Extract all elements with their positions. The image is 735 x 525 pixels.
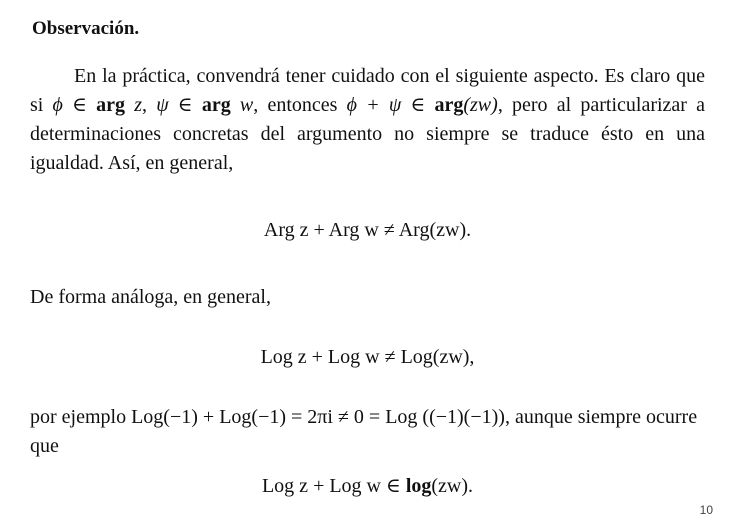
- text-run: ,: [141, 94, 157, 116]
- text-run: , aunque siempre ocurre que: [30, 406, 698, 457]
- math-log-operator: log: [405, 475, 432, 497]
- page-number: 10: [699, 503, 713, 517]
- math-in: ∈: [401, 94, 435, 116]
- math-example-expression: Log(−1) + Log(−1) = 2πi ≠ 0 = Log ((−1)(−1)): [131, 406, 505, 428]
- math-z: z: [125, 94, 142, 116]
- math-w: w: [230, 94, 254, 116]
- section-heading: Observación.: [32, 18, 140, 39]
- math-zw: (zw): [463, 94, 498, 116]
- text-run: , pero al particularizar a determinaciones concretas del argumento no siempre se traduce ésto en una igualdad. Así, en general,: [30, 94, 706, 174]
- equation-log-inequality: Log z + Log w ≠ Log(zw),: [260, 346, 475, 368]
- equation-log-membership: [0, 472, 735, 501]
- math-rhs: (zw).: [431, 475, 474, 497]
- math-in: ∈: [168, 94, 202, 116]
- math-arg-operator: arg: [96, 94, 125, 116]
- paragraph-intro: [30, 62, 705, 178]
- text-run: En la práctica, convendrá tener cuidado con el siguiente aspecto. Es claro que si: [30, 65, 705, 116]
- math-arg-operator: arg: [434, 94, 464, 116]
- math-arg-operator: arg: [201, 94, 231, 116]
- text-run: por ejemplo: [30, 406, 132, 428]
- math-lhs: Log z + Log w ∈: [261, 475, 406, 497]
- math-sum: ϕ + ψ: [346, 94, 402, 116]
- paragraph-analog: De forma análoga, en general,: [30, 286, 271, 308]
- math-in: ∈: [62, 94, 97, 116]
- text-run: , entonces: [253, 94, 347, 116]
- equation-arg-inequality: Arg z + Arg w ≠ Arg(zw).: [263, 219, 472, 241]
- math-psi: ψ: [156, 94, 169, 116]
- math-phi: ϕ: [52, 94, 63, 116]
- paragraph-example: [30, 403, 705, 461]
